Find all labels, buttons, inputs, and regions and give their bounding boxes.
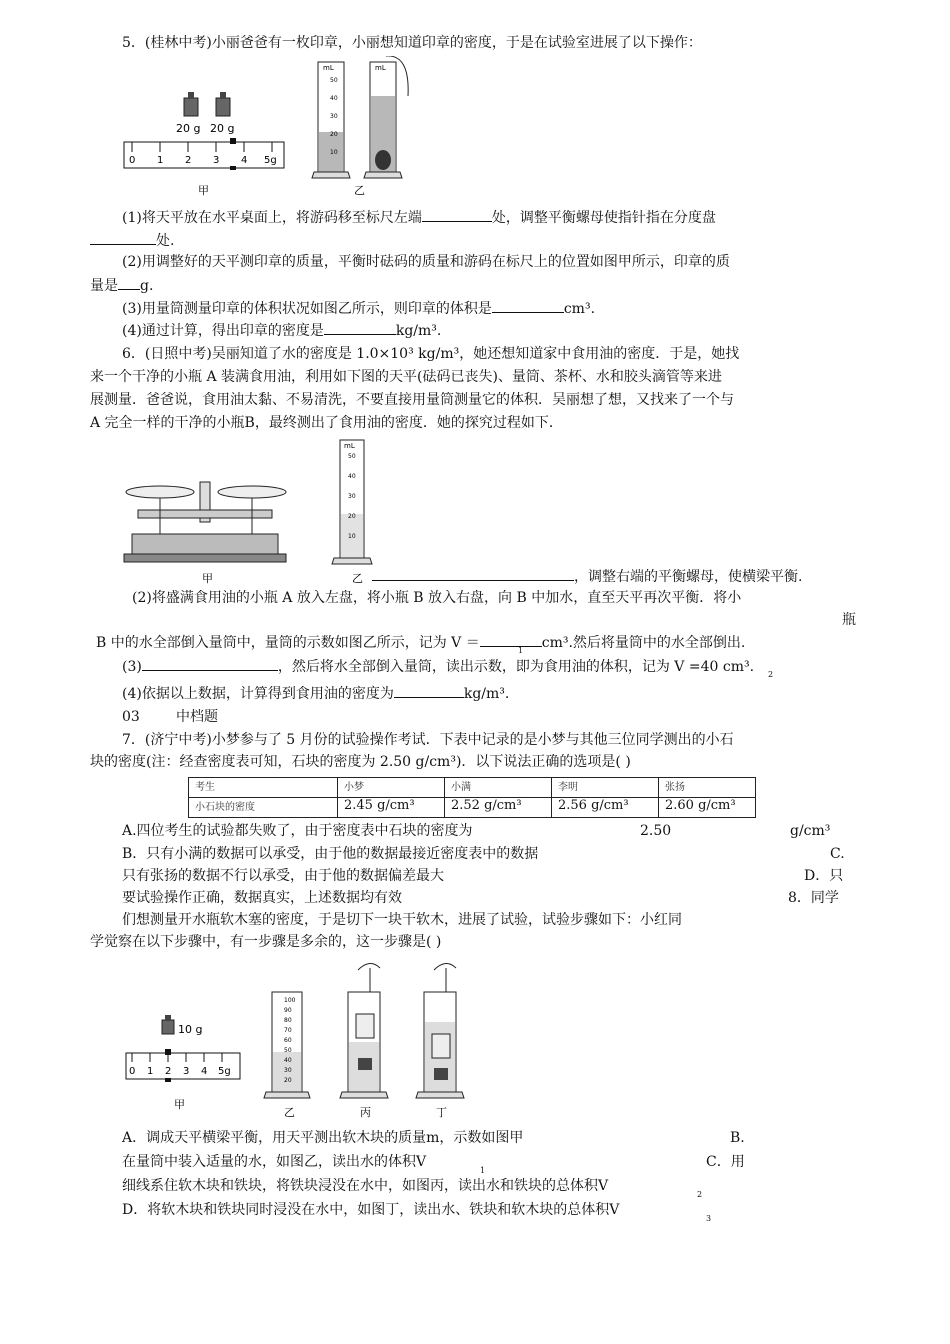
q8-option-d[interactable]: D．将软木块和铁块同时浸没在水中，如图丁，读出水、铁块和软木块的总体积V <box>122 1202 620 1218</box>
q5-s4: (4)通过计算，得出印章的密度是 kg/m³. <box>122 320 441 341</box>
q6-line1: 6．(日照中考)吴丽知道了水的密度是 1.0×10³ kg/m³，她还想知道家中食用油的密度．于是，她找 <box>122 346 740 362</box>
figure-label: 4 <box>201 1066 208 1077</box>
figure-label: 30 <box>348 493 356 500</box>
q5-answer-blank-5[interactable] <box>324 320 396 335</box>
q6-s2-line1: (2)将盛满食用油的小瓶 A 放入左盘，将小瓶 B 放入右盘，向 B 中加水，直至天平再次平衡．将小 <box>132 590 742 606</box>
q8-cylinder-b <box>264 992 310 1098</box>
balance-icon <box>124 482 286 562</box>
q7-line2: 块的密度(注：经查密度表可知，石块的密度为 2.50 g/cm³)．以下说法正确的选项是( ) <box>90 754 631 770</box>
figure-label: 20 <box>348 513 356 520</box>
figure-label: 60 <box>284 1037 292 1044</box>
q5-label-b: 乙 <box>354 184 365 197</box>
q5-s2-line2: 量是 g. <box>90 275 153 296</box>
weight-a-icon <box>184 92 198 116</box>
figure-label: 5g <box>264 155 277 166</box>
q8-line1: 们想测量开水瓶软木塞的密度，于是切下一块干软木，进展了试验，试验步骤如下：小红同 <box>122 912 682 928</box>
q7-option-c[interactable]: 只有张扬的数据不行以承受，由于他的数据偏差最大 <box>122 868 444 884</box>
table-header-cell: 小满 <box>445 778 552 798</box>
q8-option-b[interactable]: 在量筒中装入适量的水，如图乙，读出水的体积V <box>122 1154 427 1170</box>
q7-option-a-unit: g/cm³ <box>790 823 831 839</box>
q5-s1-line2: 处. <box>90 230 174 251</box>
figure-label: 70 <box>284 1027 292 1034</box>
cork-block <box>432 1034 450 1058</box>
q8-sub-1: 1 <box>480 1166 486 1175</box>
q6-cylinder <box>332 440 372 564</box>
figure-label: 20 <box>330 131 338 138</box>
figure-label: mL <box>375 64 386 72</box>
hand-icon <box>358 963 380 970</box>
q6-answer-blank-2[interactable] <box>480 632 542 647</box>
q5-answer-blank-2[interactable] <box>90 230 156 245</box>
q7-option-d[interactable]: 要试验操作正确，数据真实，上述数据均有效 <box>122 890 402 906</box>
q8-option-c[interactable]: 细线系住软木块和铁块，将铁块浸没在水中，如图丙，读出水和铁块的总体积V <box>122 1178 609 1194</box>
q6-answer-blank-1[interactable] <box>372 566 574 581</box>
q8-cylinder-c <box>340 963 388 1098</box>
figure-label: 5g <box>218 1066 231 1077</box>
q6-s2-line1b: 瓶 <box>842 612 856 628</box>
q5-label-a: 甲 <box>198 184 209 197</box>
cork-block <box>356 1014 374 1038</box>
figure-label: 1 <box>157 155 164 166</box>
figure-label: 100 <box>284 997 296 1004</box>
q5-cylinder-1 <box>312 62 350 178</box>
q8-option-b-lead[interactable]: B. <box>730 1130 745 1146</box>
weight-icon <box>162 1015 174 1034</box>
weight-b-icon <box>216 92 230 116</box>
table-cell: 2.45 g/cm³ <box>338 798 445 818</box>
q7-line1: 7．(济宁中考)小梦参与了 5 月份的试验操作考试．下表中记录的是小梦与其他三位同学测出的小石 <box>122 732 734 748</box>
figure-label: 20 <box>284 1077 292 1084</box>
table-header-cell: 李明 <box>552 778 659 798</box>
q6-line3: 展测量．爸爸说，食用油太黏、不易清洗，不要直接用量筒测量它的体积．吴丽想了想，又找来了一个与 <box>90 392 734 408</box>
q6-label-a: 甲 <box>202 572 213 585</box>
q8-label-d: 丁 <box>436 1106 447 1119</box>
q6-s4: (4)依据以上数据，计算得到食用油的密度为 kg/m³. <box>122 683 509 704</box>
q6-figure <box>118 436 408 586</box>
q5-answer-blank-3[interactable] <box>118 275 140 290</box>
rider-icon <box>230 138 236 144</box>
q8-label-c: 丙 <box>360 1106 371 1119</box>
table-cell: 2.56 g/cm³ <box>552 798 659 818</box>
figure-label: 2 <box>185 155 192 166</box>
figure-label: 30 <box>284 1067 292 1074</box>
figure-label: 0 <box>129 1066 136 1077</box>
iron-block <box>434 1068 448 1080</box>
table-header-cell: 张扬 <box>659 778 756 798</box>
table-cell: 2.52 g/cm³ <box>445 798 552 818</box>
q6-answer-blank-3[interactable] <box>142 656 278 671</box>
q6-sub-1: 1 <box>518 646 524 655</box>
figure-label: 1 <box>147 1066 154 1077</box>
figure-label: mL <box>323 64 334 72</box>
figure-label: 40 <box>348 473 356 480</box>
q8-figure <box>118 956 478 1122</box>
figure-label: mL <box>344 442 355 450</box>
table-row <box>189 778 756 798</box>
figure-label: 3 <box>183 1066 190 1077</box>
figure-label: 40 <box>330 95 338 102</box>
q8-option-a[interactable]: A．调成天平横梁平衡，用天平测出软木块的质量m，示数如图甲 <box>122 1130 524 1146</box>
q5-weight-2-label: 20 g <box>210 122 235 135</box>
iron-block <box>358 1058 372 1070</box>
q6-line4: A 完全一样的干净的小瓶B，最终测出了食用油的密度．她的探究过程如下． <box>90 415 563 431</box>
q8-weight-label: 10 g <box>178 1023 203 1036</box>
q6-label-b: 乙 <box>352 572 363 585</box>
q5-s3: (3)用量筒测量印章的体积状况如图乙所示，则印章的体积是 cm³. <box>122 298 595 319</box>
figure-label: 80 <box>284 1017 292 1024</box>
table-row <box>189 798 756 818</box>
figure-label: 0 <box>129 155 136 166</box>
figure-label: 40 <box>284 1057 292 1064</box>
q8-label-a: 甲 <box>174 1098 185 1111</box>
q5-answer-blank-4[interactable] <box>492 298 564 313</box>
density-table <box>188 777 756 818</box>
q7-option-b[interactable]: B．只有小满的数据可以承受，由于他的数据最接近密度表中的数据 <box>122 846 539 862</box>
q5-stem: 5．(桂林中考)小丽爸爸有一枚印章，小丽想知道印章的密度，于是在试验室进展了以下操作： <box>122 35 702 51</box>
table-cell: 2.60 g/cm³ <box>659 798 756 818</box>
q5-answer-blank-1[interactable] <box>422 207 492 222</box>
q5-cylinder-2 <box>364 56 408 178</box>
q6-answer-blank-4[interactable] <box>394 683 464 698</box>
q7-option-a-value: 2.50 <box>640 823 672 839</box>
seal-icon <box>375 150 391 170</box>
q7-option-a[interactable]: A.四位考生的试验都失败了，由于密度表中石块的密度为 <box>122 823 473 839</box>
figure-label: 30 <box>330 113 338 120</box>
q6-sub-2: 2 <box>768 670 774 679</box>
q8-cylinder-d <box>416 963 464 1098</box>
q8-lead: 8．同学 <box>788 890 839 906</box>
figure-label: 2 <box>165 1066 172 1077</box>
table-cell: 小石块的密度 <box>189 798 338 818</box>
q7-option-d-lead[interactable]: D．只 <box>804 868 844 884</box>
q5-s1-line1: (1)将天平放在水平桌面上，将游码移至标尺左端 处，调整平衡螺母使指针指在分度盘 <box>122 207 716 228</box>
q5-ruler <box>124 142 284 168</box>
hand-icon <box>434 963 456 970</box>
figure-label: 4 <box>241 155 248 166</box>
figure-label: 50 <box>284 1047 292 1054</box>
q5-weight-1-label: 20 g <box>176 122 201 135</box>
q6-line2: 来一个干净的小瓶 A 装满食用油，利用如下图的天平(砝码已丧失)、量筒、茶杯、水和胶头滴管等来进 <box>90 369 722 385</box>
figure-label: 50 <box>330 77 338 84</box>
table-header-cell: 小梦 <box>338 778 445 798</box>
figure-label: 10 <box>330 149 338 156</box>
figure-label: 50 <box>348 453 356 460</box>
section-number: 03 <box>122 709 140 725</box>
q8-label-b: 乙 <box>284 1106 295 1119</box>
q8-line2: 学觉察在以下步骤中，有一步骤是多余的，这一步骤是( ) <box>90 934 442 950</box>
q6-s3: (3) ，然后将水全部倒入量筒，读出示数，即为食用油的体积，记为 V =40 cm³. <box>122 656 754 677</box>
q8-option-c-lead[interactable]: C．用 <box>706 1154 745 1170</box>
section-title: 中档题 <box>176 709 218 725</box>
figure-label: 3 <box>213 155 220 166</box>
q7-option-c-lead[interactable]: C. <box>830 846 845 862</box>
q5-figure <box>118 56 428 206</box>
rider-icon <box>165 1049 171 1055</box>
q6-s1: ，调整右端的平衡螺母，使横梁平衡. <box>372 566 802 587</box>
table-header-cell: 考生 <box>189 778 338 798</box>
q5-s2-line1: (2)用调整好的天平测印章的质量，平衡时砝码的质量和游码在标尺上的位置如图甲所示，印章的质 <box>122 254 730 270</box>
q6-s2-line2: B 中的水全部倒入量筒中，量筒的示数如图乙所示，记为 V ＝ cm³.然后将量筒中的水全部倒出. <box>96 632 745 653</box>
figure-label: 90 <box>284 1007 292 1014</box>
q8-sub-2: 2 <box>697 1190 703 1199</box>
figure-label: 10 <box>348 533 356 540</box>
q8-sub-3: 3 <box>706 1214 712 1223</box>
